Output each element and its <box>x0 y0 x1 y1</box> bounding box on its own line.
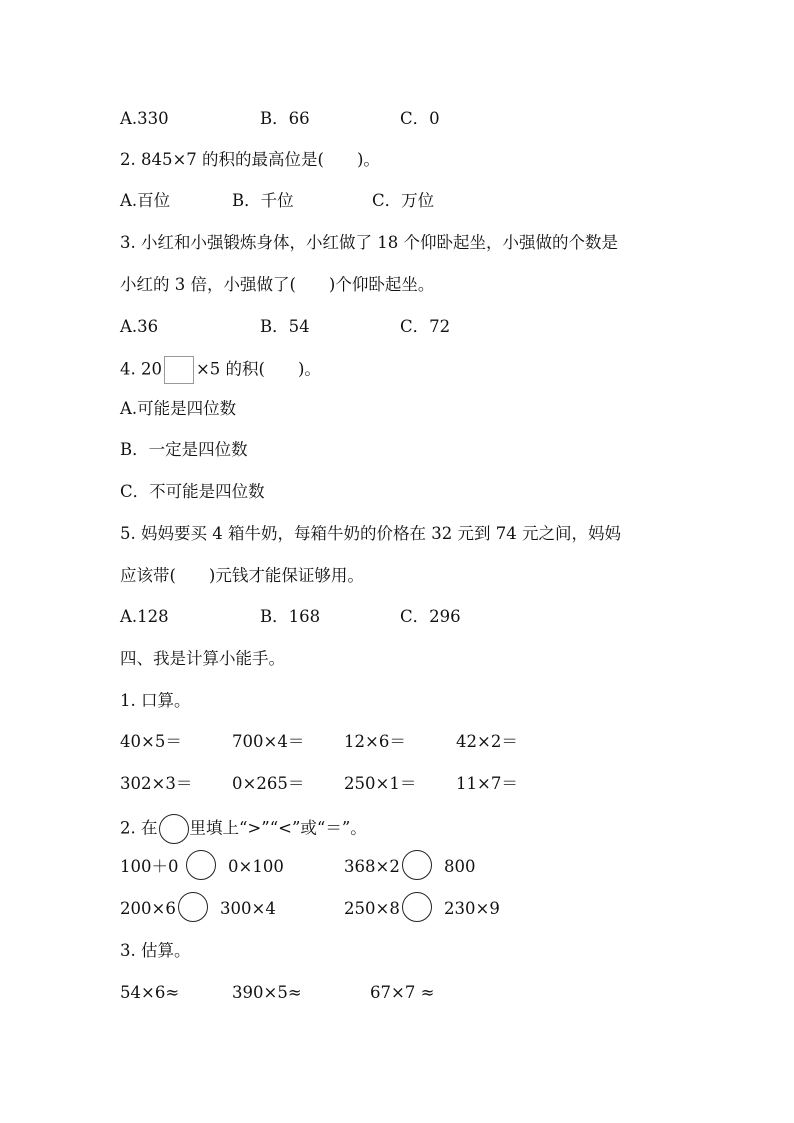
q5-option-c: C．296 <box>400 607 461 626</box>
q3-option-c: C．72 <box>400 317 451 336</box>
q2-option-c: C．万位 <box>372 191 435 210</box>
q5-option-a: A.128 <box>120 607 169 626</box>
compare-circle[interactable] <box>178 892 208 922</box>
q4-option-c: C．不可能是四位数 <box>120 482 265 501</box>
oral-item: 40×5＝ <box>120 732 182 751</box>
q2-option-a: A.百位 <box>120 191 171 210</box>
compare-circle[interactable] <box>402 892 432 922</box>
estimate-item: 67×7 ≈ <box>370 983 435 1002</box>
q3-stem-line2: 小红的 3 倍，小强做了( )个仰卧起坐。 <box>120 275 435 294</box>
part2-prefix: 2. 在 <box>120 818 158 838</box>
q2-option-b: B．千位 <box>232 191 294 210</box>
q1-option-c: C．0 <box>400 109 440 128</box>
oral-item: 302×3＝ <box>120 774 193 793</box>
q5-option-b: B．168 <box>260 607 321 626</box>
q4-stem <box>120 356 321 384</box>
part2-suffix: 里填上“>”“<”或“＝”。 <box>189 818 367 838</box>
oral-item: 42×2＝ <box>456 732 518 751</box>
estimate-item: 390×5≈ <box>232 983 302 1002</box>
compare-left: 250×8 <box>344 899 400 918</box>
part1-title: 1. 口算。 <box>120 691 191 710</box>
q5-stem-line2: 应该带( )元钱才能保证够用。 <box>120 566 364 585</box>
oral-item: 250×1＝ <box>344 774 417 793</box>
q1-option-a: A.330 <box>120 109 169 128</box>
q4-option-b: B．一定是四位数 <box>120 440 248 459</box>
compare-left: 100＋0 <box>120 857 179 876</box>
compare-right: 800 <box>444 857 476 876</box>
oral-item: 12×6＝ <box>344 732 406 751</box>
section4-title: 四、我是计算小能手。 <box>120 649 285 668</box>
q4-option-a: A.可能是四位数 <box>120 399 237 418</box>
oral-item: 0×265＝ <box>232 774 305 793</box>
compare-left: 368×2 <box>344 857 400 876</box>
q2-stem: 2. 845×7 的积的最高位是( )。 <box>120 150 380 169</box>
estimate-item: 54×6≈ <box>120 983 180 1002</box>
oral-item: 11×7＝ <box>456 774 518 793</box>
compare-circle[interactable] <box>186 850 216 880</box>
compare-right: 0×100 <box>228 857 284 876</box>
q3-option-b: B．54 <box>260 317 310 336</box>
q4-stem-suffix: ×5 的积( )。 <box>195 359 321 379</box>
part3-title: 3. 估算。 <box>120 941 191 960</box>
q3-option-a: A.36 <box>120 317 159 336</box>
compare-right: 230×9 <box>444 899 500 918</box>
compare-circle[interactable] <box>402 850 432 880</box>
q1-option-b: B．66 <box>260 109 310 128</box>
oral-item: 700×4＝ <box>232 732 305 751</box>
circle-icon <box>159 814 189 844</box>
q4-stem-prefix: 4. 20 <box>120 359 162 379</box>
q4-blank-box <box>164 356 194 384</box>
q3-stem-line1: 3. 小红和小强锻炼身体，小红做了 18 个仰卧起坐，小强做的个数是 <box>120 233 618 252</box>
q5-stem-line1: 5. 妈妈要买 4 箱牛奶，每箱牛奶的价格在 32 元到 74 元之间，妈妈 <box>120 524 621 543</box>
part2-title <box>120 814 367 844</box>
compare-left: 200×6 <box>120 899 176 918</box>
compare-right: 300×4 <box>220 899 276 918</box>
